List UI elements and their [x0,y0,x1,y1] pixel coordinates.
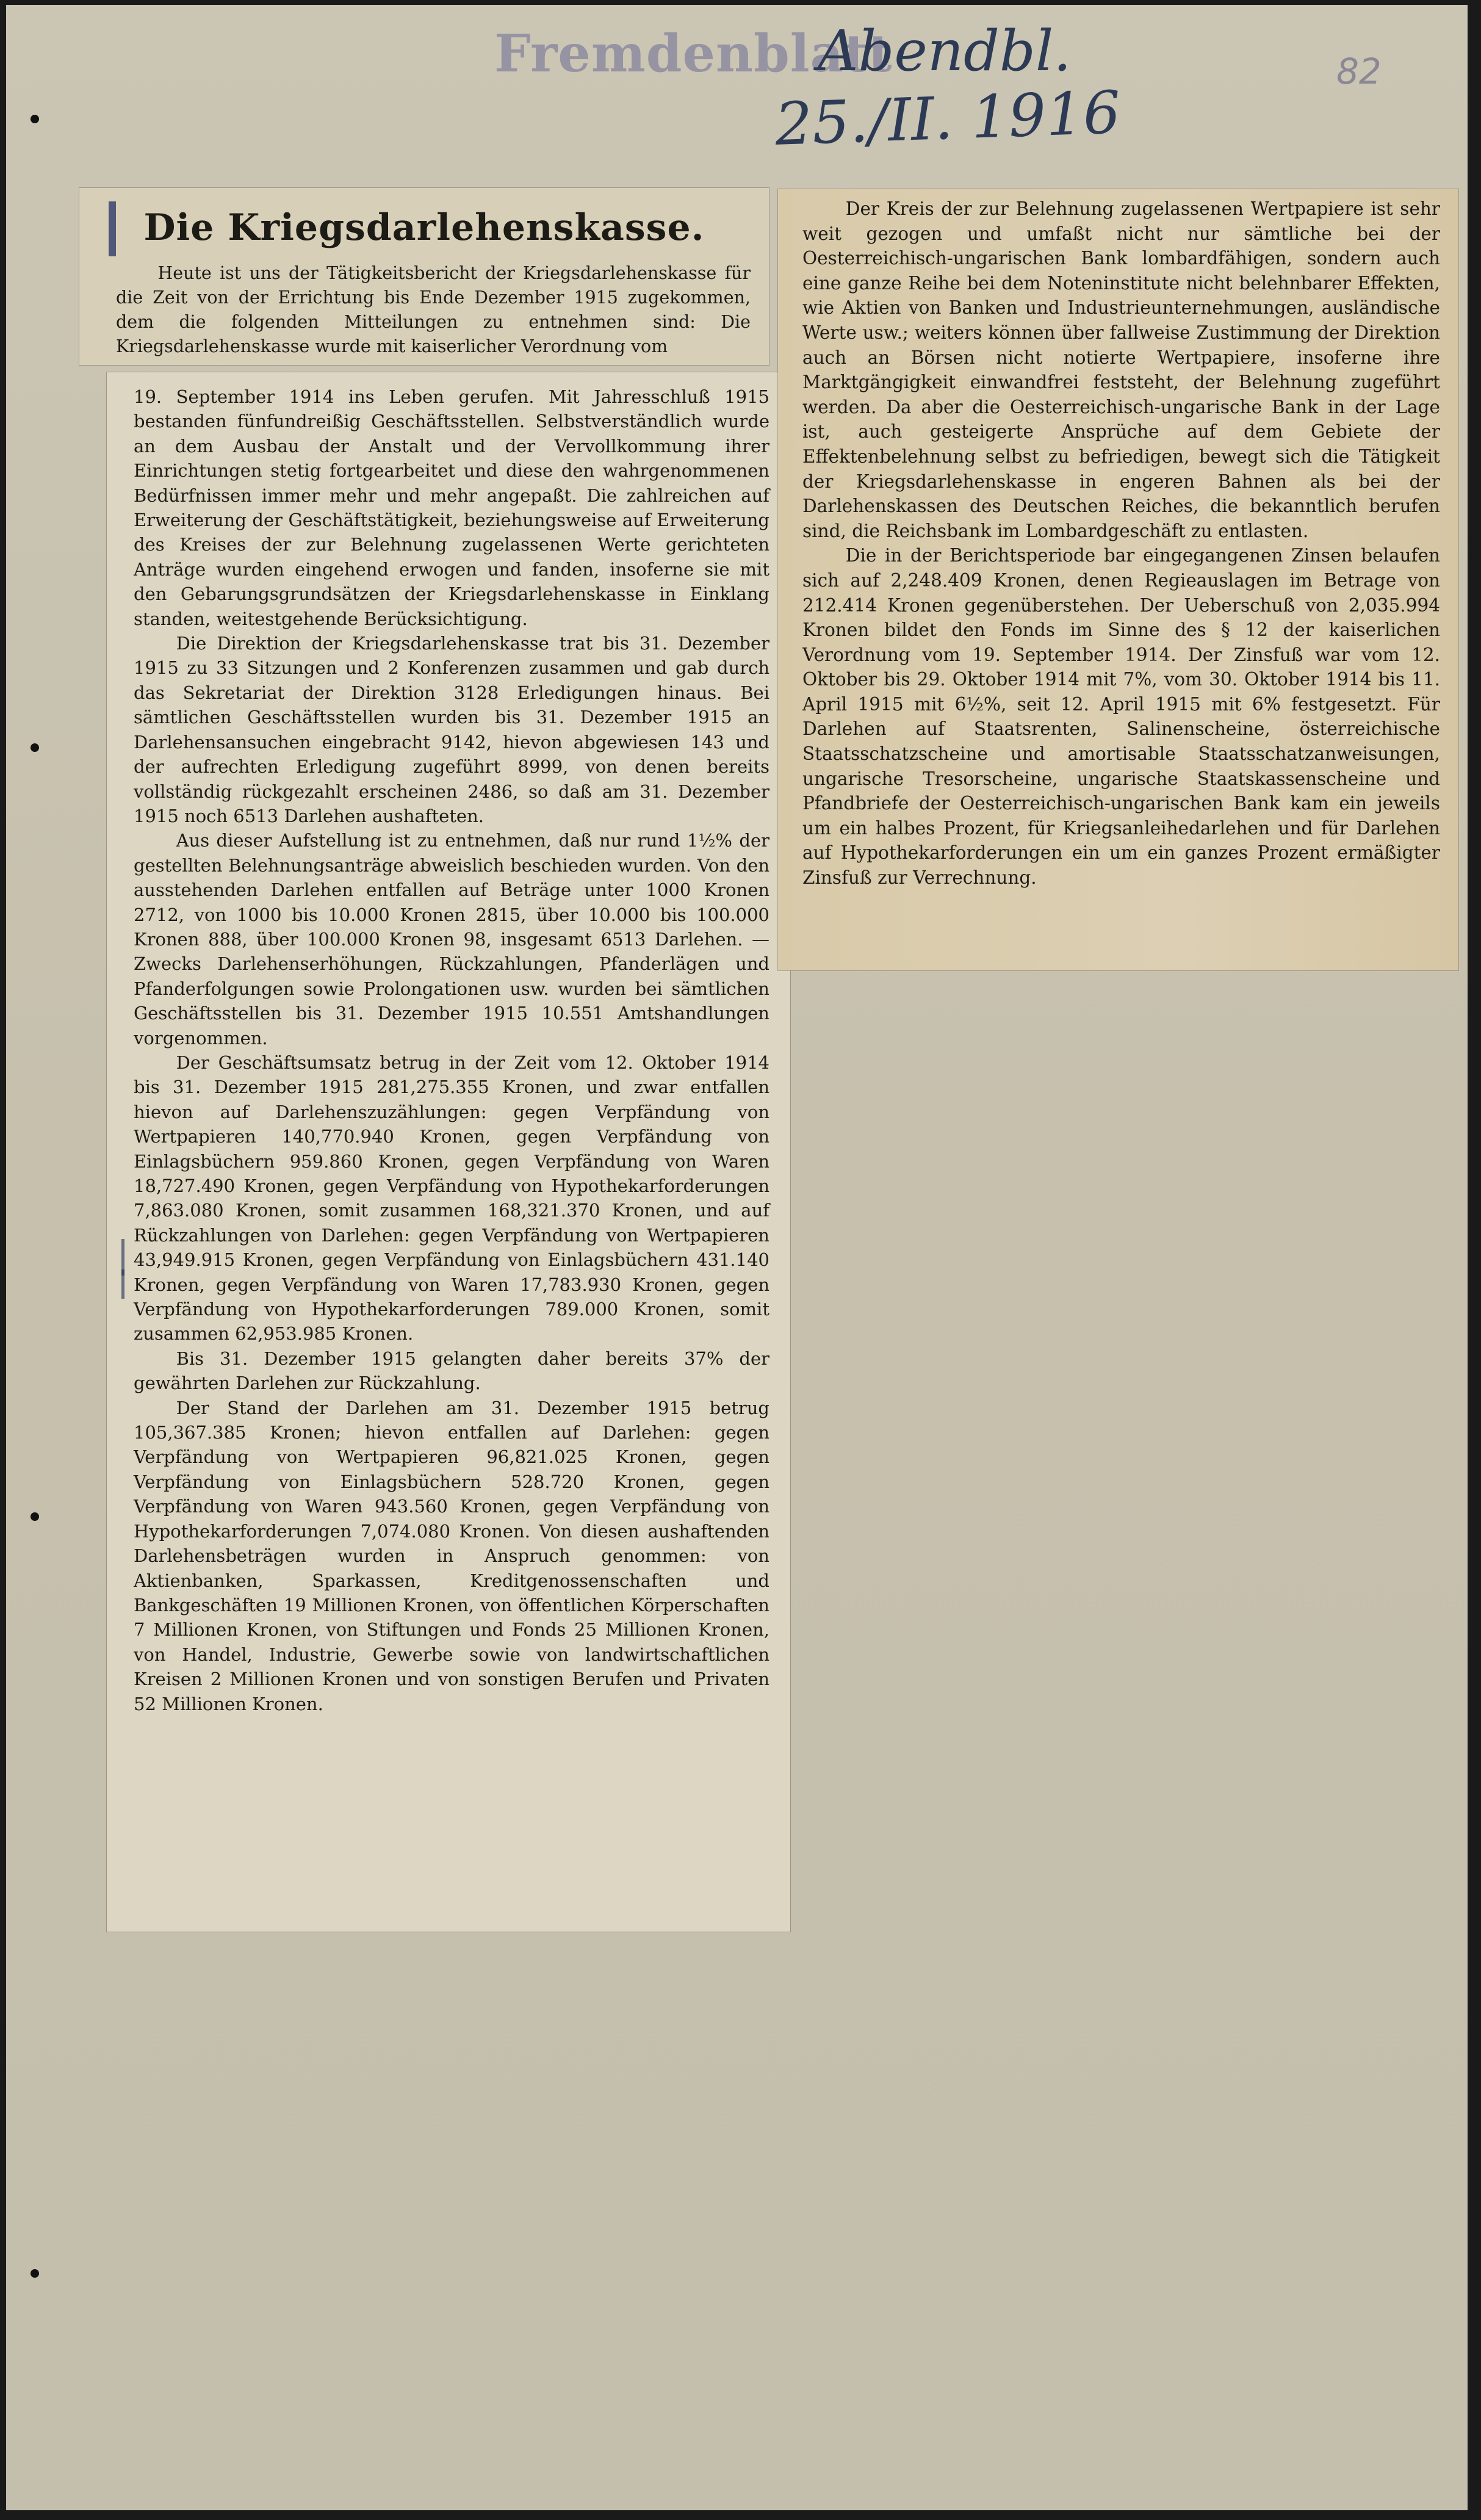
article-intro: Heute ist uns der Tätigkeitsbericht der Kriegsdarlehenskasse für die Zeit von der Errichtung bis Ende Dezember 1915 zugekommen, dem die folgenden Mitteilungen zu entnehmen sind: Die Kriegsdarlehenskasse wurde mit kaiserlicher Verordnung vom [116,263,751,356]
paragraph: Der Stand der Darlehen am 31. Dezember 1915 betrug 105,367.385 Kronen; hievon entfallen auf Darlehen: gegen Verpfändung von Wertpapieren 96,821.025 Kronen, gegen Verpfändung von Einlagsbüchern 528.720 Kronen, gegen Verpfändung von Waren 943.560 Kronen, gegen Verpfändung von Hypothekarforderungen 7,074.080 Kronen. Von diesen aushaftenden Darlehensbeträgen wurden in Anspruch genommen: von Aktienbanken, Sparkassen, Kreditgenossenschaften und Bankgeschäften 19 Millionen Kronen, von öffentlichen Körperschaften 7 Millionen Kronen, von Stiftungen und Fonds 25 Millionen Kronen, von Handel, Industrie, Gewerbe sowie von landwirtschaftlichen Kreisen 2 Millionen Kronen und von sonstigen Berufen und Privaten 52 Millionen Kronen. [134,1397,769,1714]
clipping-column-1 [107,372,790,1932]
clipping-column-2 [778,189,1458,970]
clipping-headline [79,188,769,365]
pencil-bracket-icon [109,201,116,256]
handwritten-edition: Abendbl. [818,18,1072,84]
paragraph: Der Geschäftsumsatz betrug in der Zeit vom 12. Oktober 1914 bis 31. Dezember 1915 281,275.355 Kronen, und zwar entfallen hievon auf Darlehenszuzählungen: gegen Verpfändung von Wertpapieren 140,770.940 Kronen, gegen Verpfändung von Einlagsbüchern 959.860 Kronen, gegen Verpfändung von Waren 18,727.490 Kronen, gegen Verpfändung von Hypothekarforderungen 7,863.080 Kronen, somit zusammen 168,321.370 Kronen, und auf Rückzahlungen von Darlehen: gegen Verpfändung von Wertpapieren 43,949.915 Kronen, gegen Verpfändung von Einlagsbüchern 431.140 Kronen, gegen Verpfändung von Waren 17,783.930 Kronen, gegen Verpfändung von Hypothekarforderungen 789.000 Kronen, somit zusammen 62,953.985 Kronen. [134,1052,769,1345]
paragraph: Die in der Berichtsperiode bar eingegangenen Zinsen belaufen sich auf 2,248.409 Kronen, denen Regieauslagen im Betrage von 212.414 Kronen gegenüberstehen. Der Ueberschuß von 2,035.994 Kronen bildet den Fonds im Sinne des § 12 der kaiserlichen Verordnung vom 19. September 1914. Der Zinsfuß war vom 12. Oktober bis 29. Oktober 1914 mit 7%, vom 30. Oktober 1914 bis 11. April 1915 mit 6½%, seit 12. April 1915 mit 6% festgesetzt. Für Darlehen auf Staatsrenten, Salinenscheine, österreichische Staatsschatzscheine und amortisable Staatsschatzanweisungen, ungarische Tresorscheine, ungarische Staatskassenscheine und Pfandbriefe der Oesterreichisch-ungarischen Bank kam ein jeweils um ein halbes Prozent, für Kriegsanleihedarlehen und für Darlehen auf Hypothekarforderungen ein um ein ganzes Prozent ermäßigter Zinsfuß zur Verrechnung. [802,545,1440,889]
pin-hole-icon [31,2269,39,2278]
pin-hole-icon [31,115,39,123]
article-title: Die Kriegsdarlehenskasse. [143,206,705,249]
pin-hole-icon [31,743,39,752]
pencil-mark-icon [121,1269,124,1299]
paragraph: Aus dieser Aufstellung ist zu entnehmen, daß nur rund 1½% der gestellten Belehnungsanträge abweislich beschieden wurden. Von den ausstehenden Darlehen entfallen auf Beträge unter 1000 Kronen 2712, von 1000 bis 10.000 Kronen 2815, über 10.000 bis 100.000 Kronen 888, über 100.000 Kronen 98, insgesamt 6513 Darlehen. — Zwecks Darlehenserhöhungen, Rückzahlungen, Pfanderlägen und Pfanderfolgungen sowie Prolongationen usw. wurden bei sämtlichen Geschäftsstellen bis 31. Dezember 1915 10.551 Amtshandlungen vorgenommen. [134,830,769,1049]
page-number: 82 [1336,51,1382,92]
paragraph: Der Kreis der zur Belehnung zugelassenen Wertpapiere ist sehr weit gezogen und umfaßt nicht nur sämtliche bei der Oesterreichisch-ungarischen Bank lombardfähigen, sondern auch eine ganze Reihe bei dem Noteninstitute nicht belehnbarer Effekten, wie Aktien von Banken und Industrieunternehmungen, ausländische Werte usw.; weiters können über fallweise Zustimmung der Direktion auch an Börsen nicht notierte Wertpapiere, insoferne ihre Marktgängigkeit einwandfrei feststeht, der Belehnung zugeführt werden. Da aber die Oesterreichisch-ungarische Bank in der Lage ist, auch gesteigerte Ansprüche auf dem Gebiete der Effektenbelehnung selbst zu befriedigen, bewegt sich die Tätigkeit der Kriegsdarlehenskasse in engeren Bahnen als bei der Darlehenskassen des Deutschen Reiches, die bekanntlich berufen sind, die Reichsbank im Lombardgeschäft zu entlasten. [802,198,1440,541]
newspaper-stamp: Fremdenblatt [494,23,893,84]
paragraph: Bis 31. Dezember 1915 gelangten daher bereits 37% der gewährten Darlehen zur Rückzahlung. [134,1348,769,1394]
paragraph: Die Direktion der Kriegsdarlehenskasse trat bis 31. Dezember 1915 zu 33 Sitzungen und 2 Konferenzen zusammen und gab durch das Sekretariat der Direktion 3128 Erledigungen hinaus. Bei sämtlichen Geschäftsstellen wurden bis 31. Dezember 1915 an Darlehensansuchen eingebracht 9142, hievon abgewiesen 143 und der aufrechten Erledigung zugeführt 8999, von denen bereits vollständig rückgezahlt erscheinen 2486, so daß am 31. Dezember 1915 noch 6513 Darlehen aushafteten. [134,633,769,826]
pin-hole-icon [31,1512,39,1521]
paragraph: 19. September 1914 ins Leben gerufen. Mit Jahresschluß 1915 bestanden fünfundreißig Geschäftsstellen. Selbstverständlich wurde an dem Ausbau der Anstalt und der Vervollkommung ihrer Einrichtungen stetig fortgearbeitet und diese den wahrgenommenen Bedürfnissen immer mehr und mehr angepaßt. Die zahlreichen auf Erweiterung der Geschäftstätigkeit, beziehungsweise auf Erweiterung des Kreises der zur Belehnung zugelassenen Werte gerichteten Anträge wurden eingehend erwogen und fanden, insoferne sie mit den Gebarungsgrundsätzen der Kriegsdarlehenskasse in Einklang standen, weitestgehende Berücksichtigung. [134,386,769,629]
handwritten-date: 25./II. 1916 [774,78,1122,159]
archive-board [6,5,1468,2510]
